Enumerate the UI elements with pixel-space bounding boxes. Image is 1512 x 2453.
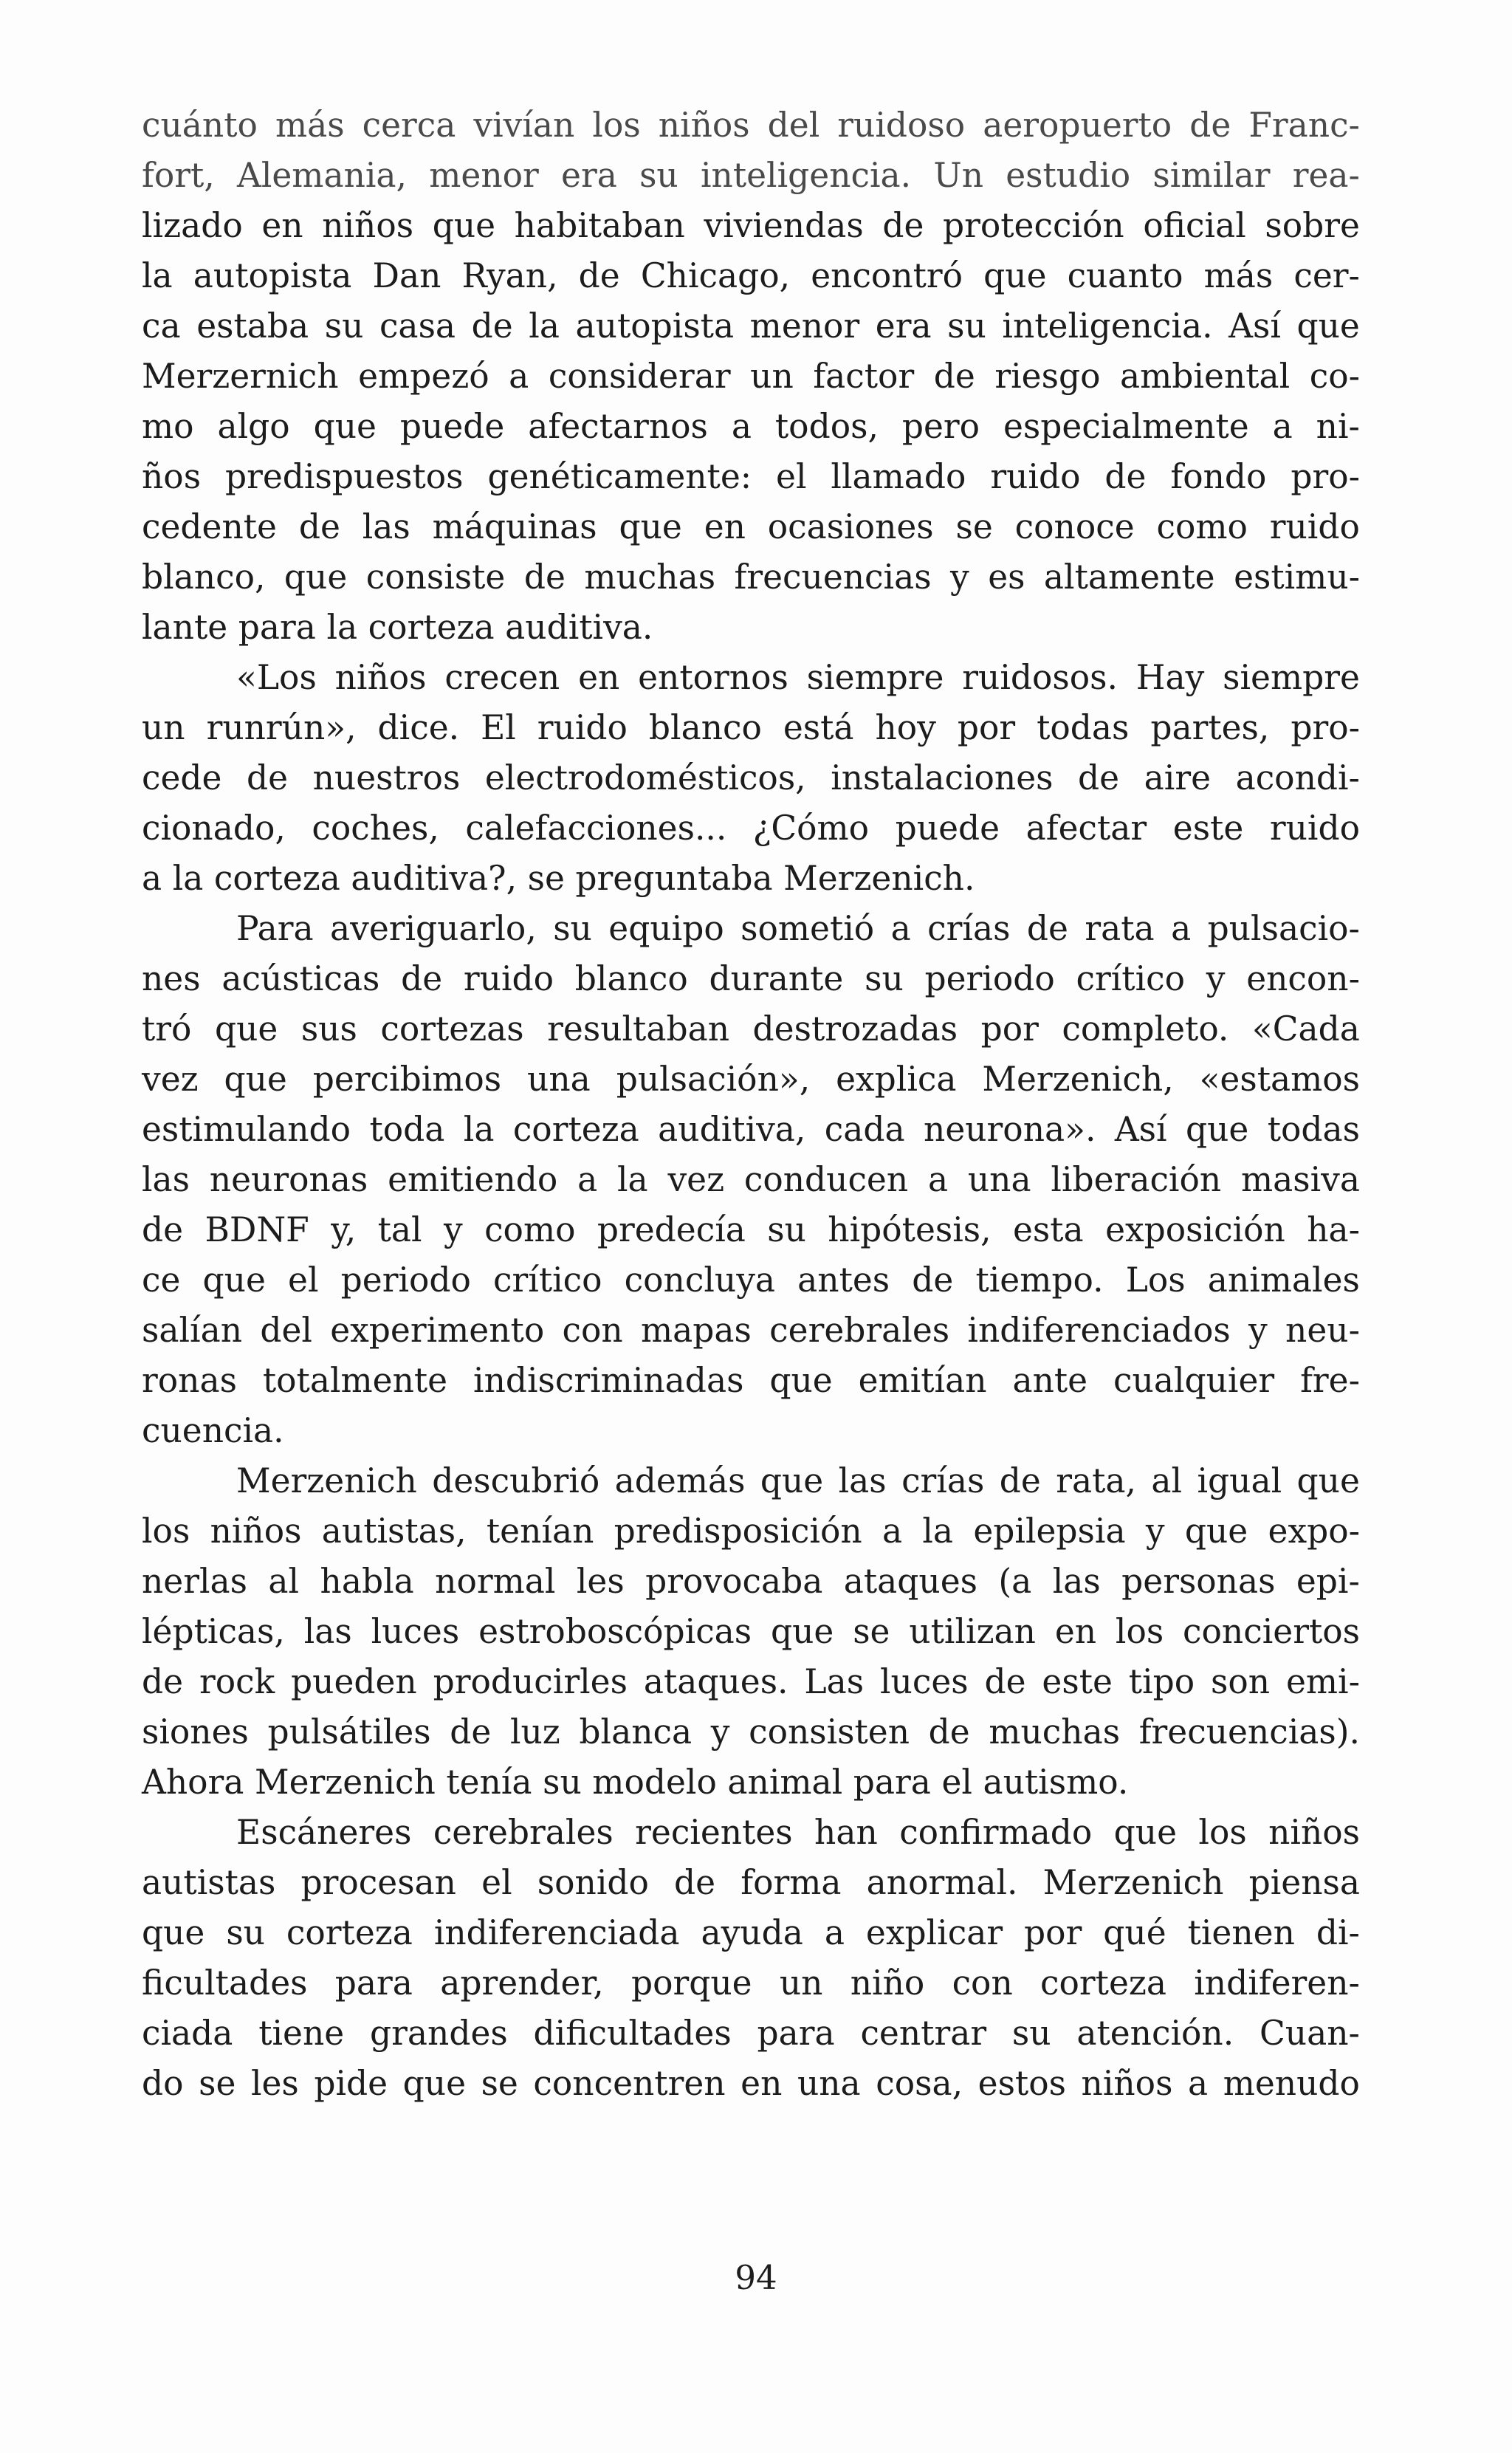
text-line: cede de nuestros electrodomésticos, instalaciones de aire acondi-: [142, 758, 1360, 797]
text-line: ciada tiene grandes dificultades para centrar su atención. Cuan-: [142, 2014, 1360, 2053]
text-line: cuencia.: [142, 1411, 284, 1450]
text-line: Para averiguarlo, su equipo sometió a crías de rata a pulsacio-: [236, 909, 1360, 948]
text-line: do se les pide que se concentren en una cosa, estos niños a menudo: [142, 2064, 1360, 2103]
text-line: lizado en niños que habitaban viviendas de protección oficial sobre: [142, 206, 1360, 245]
text-line: de rock pueden producirles ataques. Las luces de este tipo son emi-: [142, 1662, 1360, 1701]
text-line: fort, Alemania, menor era su inteligencia. Un estudio similar rea-: [142, 156, 1360, 195]
text-line: Merzenich descubrió además que las crías de rata, al igual que: [236, 1461, 1360, 1500]
text-line: lante para la corteza auditiva.: [142, 608, 653, 647]
text-line: nes acústicas de ruido blanco durante su periodo crítico y encon-: [142, 959, 1360, 998]
text-line: lépticas, las luces estroboscópicas que se utilizan en los conciertos: [142, 1612, 1360, 1651]
text-line: nerlas al habla normal les provocaba ataques (a las personas epi-: [142, 1562, 1360, 1601]
text-line: de BDNF y, tal y como predecía su hipótesis, esta exposición ha-: [142, 1210, 1360, 1249]
text-line: cuánto más cerca vivían los niños del ruidoso aeropuerto de Franc-: [142, 106, 1360, 145]
text-line: blanco, que consiste de muchas frecuencias y es altamente estimu-: [142, 558, 1360, 597]
text-line: siones pulsátiles de luz blanca y consisten de muchas frecuencias).: [142, 1712, 1360, 1752]
text-line: estimulando toda la corteza auditiva, cada neurona». Así que todas: [142, 1110, 1360, 1149]
text-line: las neuronas emitiendo a la vez conducen a una liberación masiva: [142, 1160, 1360, 1199]
text-line: mo algo que puede afectarnos a todos, pero especialmente a ni-: [142, 407, 1360, 446]
text-line: Ahora Merzenich tenía su modelo animal para el autismo.: [142, 1763, 1129, 1802]
text-line: «Los niños crecen en entornos siempre ruidosos. Hay siempre: [236, 658, 1360, 697]
text-line: ce que el periodo crítico concluya antes de tiempo. Los animales: [142, 1260, 1360, 1300]
text-line: cedente de las máquinas que en ocasiones se conoce como ruido: [142, 507, 1360, 546]
text-line: cionado, coches, calefacciones... ¿Cómo puede afectar este ruido: [142, 809, 1360, 848]
text-line: ños predispuestos genéticamente: el llamado ruido de fondo pro-: [142, 457, 1360, 496]
text-line: salían del experimento con mapas cerebrales indiferenciados y neu-: [142, 1311, 1360, 1350]
text-line: ca estaba su casa de la autopista menor era su inteligencia. Así que: [142, 306, 1360, 346]
text-line: a la corteza auditiva?, se preguntaba Merzenich.: [142, 859, 975, 898]
body-text: [142, 100, 1360, 2109]
text-line: autistas procesan el sonido de forma anormal. Merzenich piensa: [142, 1863, 1360, 1902]
text-line: la autopista Dan Ryan, de Chicago, encontró que cuanto más cer-: [142, 256, 1360, 295]
text-line: ficultades para aprender, porque un niño con corteza indiferen-: [142, 1963, 1360, 2003]
text-line: Merzernich empezó a considerar un factor de riesgo ambiental co-: [142, 357, 1360, 396]
text-line: que su corteza indiferenciada ayuda a explicar por qué tienen di-: [142, 1913, 1360, 1952]
text-line: un runrún», dice. El ruido blanco está hoy por todas partes, pro-: [142, 708, 1360, 747]
text-line: los niños autistas, tenían predisposición a la epilepsia y que expo-: [142, 1512, 1360, 1551]
text-line: ronas totalmente indiscriminadas que emitían ante cualquier fre-: [142, 1361, 1360, 1400]
page-number: 94: [735, 2258, 777, 2297]
text-line: vez que percibimos una pulsación», explica Merzenich, «estamos: [142, 1060, 1360, 1099]
text-line: Escáneres cerebrales recientes han confirmado que los niños: [236, 1813, 1360, 1852]
text-line: tró que sus cortezas resultaban destrozadas por completo. «Cada: [142, 1009, 1360, 1049]
